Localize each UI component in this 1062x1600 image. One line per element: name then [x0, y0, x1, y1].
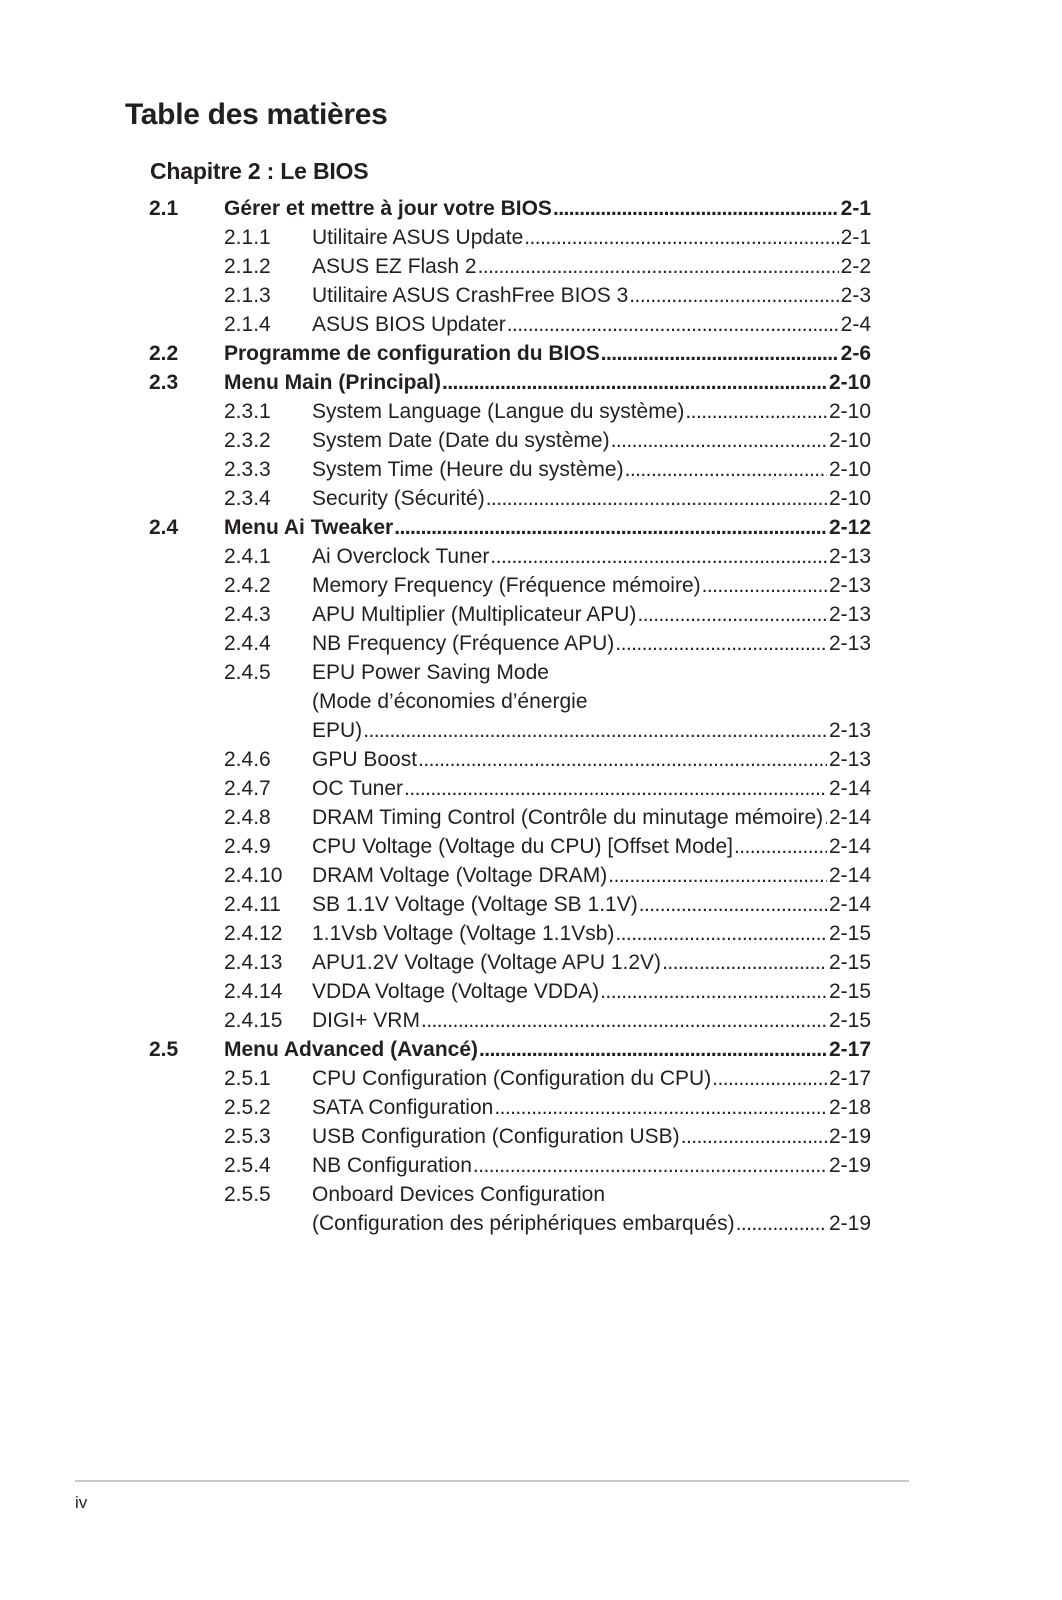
dot-leader [611, 426, 827, 455]
dot-leader [637, 600, 827, 629]
toc-entry-body [224, 1035, 871, 1064]
dot-leader [608, 861, 827, 890]
toc-section-entry [149, 339, 871, 368]
toc-entry-number: 2.5.4 [224, 1154, 271, 1177]
toc-entry-line [312, 1180, 871, 1209]
toc-entry-line [312, 252, 871, 281]
toc-entry-line [312, 542, 871, 571]
toc-page-reference: 2-14 [828, 777, 871, 800]
dot-leader [494, 1093, 827, 1122]
toc-subsection-entry [149, 310, 871, 339]
toc-entry-title: DRAM Timing Control (Contrôle du minutage mémoire) [312, 806, 824, 829]
toc-entry-number: 2.4.15 [224, 1009, 283, 1032]
toc-subsection-entry [149, 803, 871, 832]
dot-leader [404, 774, 827, 803]
toc-entry-title: System Time (Heure du système) [312, 458, 624, 481]
dot-leader [418, 745, 827, 774]
toc-entry-title: Programme de configuration du BIOS [224, 342, 600, 365]
toc-entry-line [312, 948, 871, 977]
toc-subsection-entry [149, 223, 871, 252]
toc-page-reference: 2-14 [828, 864, 871, 887]
toc-entry-title: NB Frequency (Fréquence APU) [312, 632, 615, 655]
toc-entry-line [312, 1006, 871, 1035]
dot-leader [629, 281, 838, 310]
toc-subsection-entry [149, 1180, 871, 1238]
toc-entry-line [312, 223, 871, 252]
toc-page-reference: 2-2 [840, 255, 871, 278]
dot-leader [421, 1006, 827, 1035]
toc-subsection-entry [149, 1006, 871, 1035]
toc-entry-body [312, 281, 871, 310]
toc-entry-line [312, 600, 871, 629]
toc-entry-line [312, 890, 871, 919]
toc-entry-title: CPU Voltage (Voltage du CPU) [Offset Mode] [312, 835, 733, 858]
toc-subsection-entry [149, 745, 871, 774]
table-of-contents [149, 194, 871, 1238]
dot-leader [736, 1209, 827, 1238]
toc-entry-line [312, 861, 871, 890]
toc-entry-number: 2.4.3 [224, 603, 271, 626]
toc-subsection-entry [149, 658, 871, 745]
dot-leader [394, 513, 827, 542]
toc-entry-number: 2.4.11 [224, 893, 281, 916]
toc-section-entry [149, 513, 871, 542]
toc-entry-title: Security (Sécurité) [312, 487, 485, 510]
toc-entry-title: DRAM Voltage (Voltage DRAM) [312, 864, 608, 887]
toc-subsection-entry [149, 1151, 871, 1180]
dot-leader [615, 629, 827, 658]
toc-entry-title: Utilitaire ASUS Update [312, 226, 524, 249]
toc-entry-title: Ai Overclock Tuner [312, 545, 490, 568]
toc-entry-title: APU1.2V Voltage (Voltage APU 1.2V) [312, 951, 662, 974]
toc-subsection-entry [149, 252, 871, 281]
toc-entry-body [312, 542, 871, 571]
toc-entry-body [312, 1151, 871, 1180]
toc-subsection-entry [149, 977, 871, 1006]
toc-page-reference: 2-19 [828, 1212, 871, 1235]
toc-entry-number: 2.5.1 [224, 1067, 271, 1090]
dot-leader [442, 368, 827, 397]
toc-entry-title: DIGI+ VRM [312, 1009, 420, 1032]
toc-page-reference: 2-6 [840, 342, 871, 365]
toc-entry-body [312, 948, 871, 977]
toc-page-reference: 2-17 [828, 1067, 871, 1090]
toc-entry-body [312, 919, 871, 948]
toc-entry-line [312, 716, 871, 745]
dot-leader [507, 310, 839, 339]
toc-subsection-entry [149, 455, 871, 484]
toc-entry-body [312, 745, 871, 774]
toc-entry-body [312, 571, 871, 600]
toc-entry-line [312, 1151, 871, 1180]
toc-page-reference: 2-14 [828, 835, 871, 858]
toc-page-reference: 2-13 [828, 603, 871, 626]
toc-subsection-entry [149, 890, 871, 919]
toc-entry-body [312, 484, 871, 513]
toc-entry-body [312, 426, 871, 455]
toc-entry-line [312, 1122, 871, 1151]
dot-leader [524, 223, 838, 252]
toc-page-reference: 2-13 [828, 574, 871, 597]
toc-entry-number: 2.5 [149, 1038, 179, 1061]
toc-page-reference: 2-10 [828, 487, 871, 510]
toc-subsection-entry [149, 774, 871, 803]
toc-entry-title: Onboard Devices Configuration [312, 1183, 605, 1206]
toc-entry-number: 2.3.2 [224, 429, 271, 452]
toc-entry-title: System Language (Langue du système) [312, 400, 685, 423]
toc-entry-number: 2.3.3 [224, 458, 271, 481]
toc-entry-title: 1.1Vsb Voltage (Voltage 1.1Vsb) [312, 922, 615, 945]
toc-entry-title: ASUS BIOS Updater [312, 313, 506, 336]
toc-entry-line [312, 832, 871, 861]
toc-entry-body [312, 252, 871, 281]
toc-entry-number: 2.4.2 [224, 574, 271, 597]
toc-entry-line [224, 194, 871, 223]
toc-entry-body [312, 1122, 871, 1151]
toc-entry-line [312, 687, 871, 716]
toc-entry-line [312, 397, 871, 426]
toc-subsection-entry [149, 629, 871, 658]
dot-leader [662, 948, 827, 977]
toc-page-reference: 2-13 [828, 632, 871, 655]
toc-entry-number: 2.4.4 [224, 632, 271, 655]
footer-divider [75, 1480, 909, 1482]
toc-entry-title: System Date (Date du système) [312, 429, 610, 452]
dot-leader [363, 716, 827, 745]
toc-entry-body [224, 368, 871, 397]
toc-entry-number: 2.5.2 [224, 1096, 271, 1119]
toc-entry-line [312, 774, 871, 803]
toc-page-reference: 2-17 [828, 1038, 871, 1061]
toc-entry-number: 2.4.12 [224, 922, 283, 945]
toc-section-entry [149, 1035, 871, 1064]
toc-entry-title: Menu Main (Principal) [224, 371, 442, 394]
toc-entry-body [312, 310, 871, 339]
toc-entry-body [224, 194, 871, 223]
dot-leader [486, 484, 827, 513]
toc-entry-title: (Mode d’économies d’énergie [312, 690, 588, 713]
toc-page-reference: 2-14 [828, 806, 871, 829]
dot-leader [639, 890, 827, 919]
toc-entry-body [312, 861, 871, 890]
toc-page-reference: 2-14 [828, 893, 871, 916]
toc-entry-body [224, 339, 871, 368]
toc-entry-body [224, 513, 871, 542]
dot-leader [615, 919, 827, 948]
toc-entry-body [312, 832, 871, 861]
toc-entry-line [224, 1035, 871, 1064]
toc-page-reference: 2-19 [828, 1125, 871, 1148]
toc-subsection-entry [149, 948, 871, 977]
toc-entry-body [312, 803, 871, 832]
toc-subsection-entry [149, 919, 871, 948]
dot-leader [702, 571, 827, 600]
toc-subsection-entry [149, 832, 871, 861]
toc-entry-body [312, 977, 871, 1006]
toc-entry-number: 2.1.4 [224, 313, 271, 336]
toc-entry-title: EPU) [312, 719, 363, 742]
toc-subsection-entry [149, 1122, 871, 1151]
toc-entry-body [312, 890, 871, 919]
toc-entry-number: 2.1.1 [224, 226, 271, 249]
toc-entry-number: 2.4 [149, 516, 179, 539]
toc-entry-number: 2.4.14 [224, 980, 283, 1003]
toc-entry-body [312, 629, 871, 658]
dot-leader [478, 252, 839, 281]
toc-subsection-entry [149, 861, 871, 890]
toc-entry-number: 2.1.2 [224, 255, 271, 278]
toc-entry-line [312, 1093, 871, 1122]
toc-entry-body [312, 774, 871, 803]
toc-entry-number: 2.4.8 [224, 806, 271, 829]
toc-page-reference: 2-15 [828, 951, 871, 974]
toc-entry-number: 2.5.5 [224, 1183, 271, 1206]
toc-page-reference: 2-12 [828, 516, 871, 539]
toc-entry-number: 2.3.4 [224, 487, 271, 510]
toc-entry-title: ASUS EZ Flash 2 [312, 255, 477, 278]
toc-entry-line [312, 1064, 871, 1093]
toc-subsection-entry [149, 571, 871, 600]
footer-page-number: iv [75, 1493, 88, 1512]
toc-entry-title: APU Multiplier (Multiplicateur APU) [312, 603, 637, 626]
toc-entry-number: 2.5.3 [224, 1125, 271, 1148]
toc-entry-line [312, 977, 871, 1006]
toc-subsection-entry [149, 1064, 871, 1093]
toc-entry-number: 2.3.1 [224, 400, 271, 423]
toc-page-reference: 2-19 [828, 1154, 871, 1177]
toc-subsection-entry [149, 484, 871, 513]
toc-page-reference: 2-10 [828, 371, 871, 394]
toc-page-reference: 2-13 [828, 719, 871, 742]
toc-subsection-entry [149, 1093, 871, 1122]
toc-entry-line [224, 513, 871, 542]
toc-entry-title: GPU Boost [312, 748, 418, 771]
toc-subsection-entry [149, 426, 871, 455]
toc-page-reference: 2-10 [828, 429, 871, 452]
toc-page-reference: 2-10 [828, 458, 871, 481]
toc-entry-number: 2.4.9 [224, 835, 271, 858]
toc-page-reference: 2-15 [828, 922, 871, 945]
toc-entry-number: 2.4.6 [224, 748, 271, 771]
toc-entry-number: 2.1.3 [224, 284, 271, 307]
toc-page-reference: 2-18 [828, 1096, 871, 1119]
toc-entry-number: 2.4.7 [224, 777, 271, 800]
toc-entry-line [312, 571, 871, 600]
dot-leader [685, 397, 827, 426]
toc-entry-title: SB 1.1V Voltage (Voltage SB 1.1V) [312, 893, 638, 916]
toc-entry-line [312, 919, 871, 948]
dot-leader [553, 194, 839, 223]
toc-entry-line [312, 629, 871, 658]
toc-page-reference: 2-1 [840, 197, 871, 220]
toc-page-reference: 2-13 [828, 545, 871, 568]
toc-entry-number: 2.2 [149, 342, 179, 365]
toc-subsection-entry [149, 600, 871, 629]
toc-entry-number: 2.4.10 [224, 864, 283, 887]
toc-entry-body [312, 600, 871, 629]
toc-subsection-entry [149, 397, 871, 426]
toc-entry-title: Gérer et mettre à jour votre BIOS [224, 197, 552, 220]
page-title: Table des matières [125, 98, 388, 131]
toc-entry-body [312, 1180, 871, 1238]
toc-entry-line [312, 426, 871, 455]
toc-entry-number: 2.1 [149, 197, 179, 220]
toc-entry-number: 2.4.5 [224, 661, 271, 684]
toc-entry-line [312, 1209, 871, 1238]
toc-entry-title: VDDA Voltage (Voltage VDDA) [312, 980, 600, 1003]
toc-entry-title: CPU Configuration (Configuration du CPU) [312, 1067, 712, 1090]
dot-leader [479, 1035, 827, 1064]
toc-entry-body [312, 223, 871, 252]
toc-page-reference: 2-4 [840, 313, 871, 336]
dot-leader [824, 803, 827, 832]
toc-entry-line [312, 484, 871, 513]
toc-entry-title: SATA Configuration [312, 1096, 494, 1119]
toc-entry-title: EPU Power Saving Mode [312, 661, 549, 684]
dot-leader [625, 455, 827, 484]
dot-leader [473, 1151, 827, 1180]
toc-section-entry [149, 368, 871, 397]
toc-entry-title: (Configuration des périphériques embarqués) [312, 1212, 735, 1235]
toc-entry-line [312, 455, 871, 484]
toc-entry-title: USB Configuration (Configuration USB) [312, 1125, 680, 1148]
toc-entry-line [312, 310, 871, 339]
toc-entry-number: 2.3 [149, 371, 179, 394]
toc-entry-title: OC Tuner [312, 777, 404, 800]
toc-entry-title: Utilitaire ASUS CrashFree BIOS 3 [312, 284, 629, 307]
toc-subsection-entry [149, 542, 871, 571]
toc-subsection-entry [149, 281, 871, 310]
dot-leader [600, 977, 827, 1006]
toc-page-reference: 2-3 [840, 284, 871, 307]
toc-page-reference: 2-10 [828, 400, 871, 423]
toc-section-entry [149, 194, 871, 223]
dot-leader [601, 339, 839, 368]
toc-entry-title: Menu Ai Tweaker [224, 516, 394, 539]
toc-page-reference: 2-13 [828, 748, 871, 771]
dot-leader [712, 1064, 827, 1093]
toc-entry-body [312, 1006, 871, 1035]
toc-entry-number: 2.4.13 [224, 951, 283, 974]
toc-entry-body [312, 1093, 871, 1122]
toc-page-reference: 2-15 [828, 1009, 871, 1032]
toc-page-reference: 2-15 [828, 980, 871, 1003]
toc-entry-body [312, 1064, 871, 1093]
toc-entry-line [224, 339, 871, 368]
toc-entry-line [312, 658, 871, 687]
dot-leader [490, 542, 827, 571]
toc-entry-line [224, 368, 871, 397]
toc-entry-body [312, 397, 871, 426]
toc-entry-title: Memory Frequency (Fréquence mémoire) [312, 574, 701, 597]
dot-leader [681, 1122, 827, 1151]
toc-page-reference: 2-1 [840, 226, 871, 249]
chapter-title: Chapitre 2 : Le BIOS [150, 158, 369, 184]
toc-entry-line [312, 803, 871, 832]
toc-entry-number: 2.4.1 [224, 545, 271, 568]
toc-entry-title: NB Configuration [312, 1154, 472, 1177]
dot-leader [734, 832, 827, 861]
toc-entry-body [312, 455, 871, 484]
toc-entry-title: Menu Advanced (Avancé) [224, 1038, 478, 1061]
toc-entry-body [312, 658, 871, 745]
toc-entry-line [312, 745, 871, 774]
toc-entry-line [312, 281, 871, 310]
